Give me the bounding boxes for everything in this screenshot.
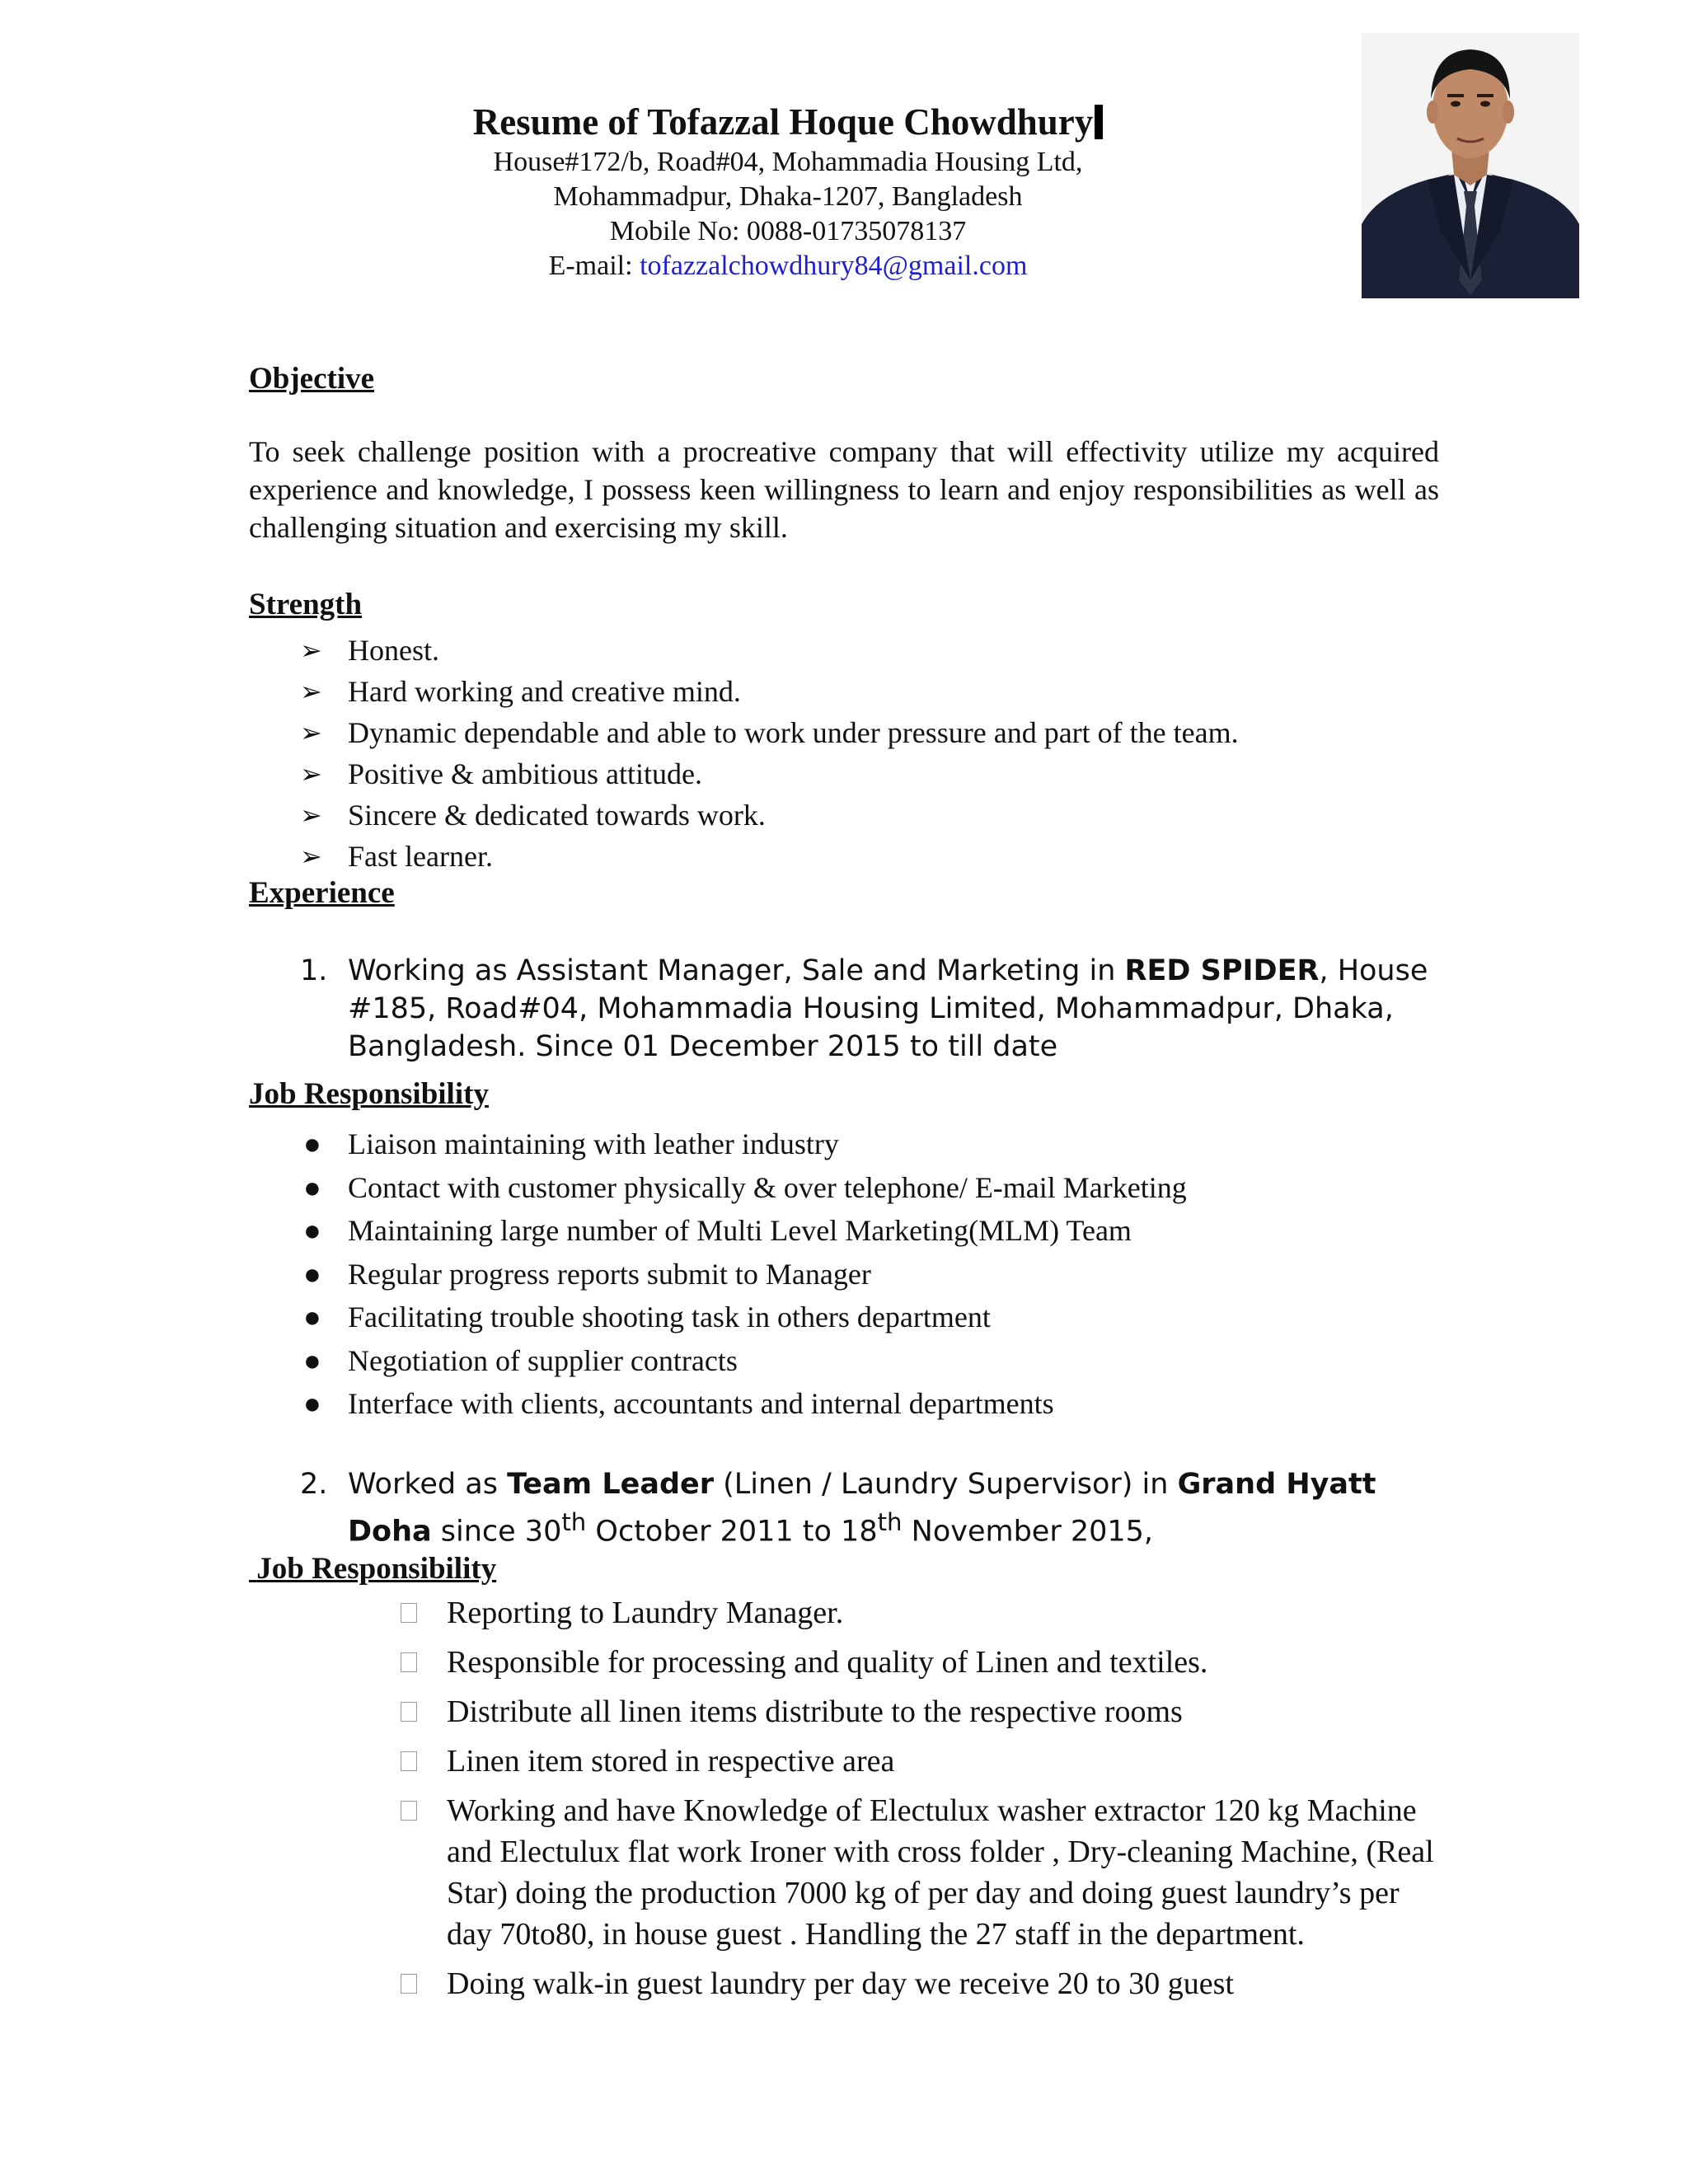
resume-header: [376, 99, 1200, 284]
bullet-dot-icon: ●: [303, 1343, 321, 1377]
bullet-dot-icon: ●: [303, 1127, 321, 1160]
address-line-2: Mohammadpur, Dhaka-1207, Bangladesh: [553, 181, 1023, 212]
list-item: ➢ Hard working and creative mind.: [300, 671, 1454, 712]
company-name: RED SPIDER: [1124, 954, 1320, 987]
empty-box-icon: [401, 1751, 417, 1771]
list-item: Doing walk-in guest laundry per day we receive 20 to 30 guest: [401, 1963, 1439, 2004]
list-item: ➢ Fast learner.: [300, 836, 1454, 877]
experience-description: Worked as Team Leader (Linen / Laundry Supervisor) in Grand Hyatt Doha since 30th October 2011 to 18th November 2015,: [348, 1468, 1376, 1549]
address-line-1: House#172/b, Road#04, Mohammadia Housing Ltd,: [493, 147, 1083, 177]
empty-box-icon: [401, 1702, 417, 1722]
job-responsibility-heading-2: Job Responsibility: [256, 1552, 497, 1586]
job1-responsibility-list: [300, 1122, 1454, 1426]
bullet-dot-icon: ●: [303, 1387, 321, 1420]
arrow-bullet-icon: ➢: [300, 799, 322, 831]
experience-heading: Experience: [249, 876, 395, 910]
list-item: ● Maintaining large number of Multi Level Marketing(MLM) Team: [300, 1209, 1454, 1253]
list-item: Distribute all linen items distribute to the respective rooms: [401, 1691, 1439, 1732]
bullet-dot-icon: ●: [303, 1257, 321, 1291]
company-city: Doha: [348, 1515, 432, 1549]
bullet-dot-icon: ●: [303, 1214, 321, 1247]
job-role: Team Leader: [507, 1468, 715, 1501]
bullet-dot-icon: ●: [303, 1301, 321, 1333]
strength-heading: Strength: [249, 588, 363, 621]
list-item: ● Facilitating trouble shooting task in others department: [300, 1296, 1454, 1339]
arrow-bullet-icon: ➢: [300, 841, 322, 872]
strength-list: [300, 630, 1454, 877]
email-link[interactable]: tofazzalchowdhury84@gmail.com: [640, 251, 1028, 281]
list-item: ● Interface with clients, accountants and internal departments: [300, 1382, 1454, 1426]
arrow-bullet-icon: ➢: [300, 717, 322, 748]
mobile-number: Mobile No: 0088-01735078137: [609, 216, 967, 246]
experience-description: Working as Assistant Manager, Sale and Marketing in RED SPIDER, House #185, Road#04, Mohammadia Housing Limited, Mohammadpur, Dhaka, Bangladesh. Since 01 December 2015 to till date: [348, 954, 1428, 1063]
empty-box-icon: [401, 1974, 417, 1994]
company-name: Grand Hyatt: [1177, 1468, 1376, 1501]
arrow-bullet-icon: ➢: [300, 635, 322, 666]
list-item: ● Regular progress reports submit to Manager: [300, 1253, 1454, 1296]
objective-text: To seek challenge position with a procreative company that will effectivity utilize my acquired experience and knowledge, I possess keen willingness to learn and enjoy responsibilities as well as challenging situation and exercising my skill.: [249, 435, 1439, 544]
job-responsibility-heading-1: Job Responsibility: [249, 1077, 489, 1111]
empty-box-icon: [401, 1652, 417, 1672]
list-item: ● Negotiation of supplier contracts: [300, 1339, 1454, 1383]
list-item: ● Contact with customer physically & over telephone/ E-mail Marketing: [300, 1166, 1454, 1210]
experience-item-1: [300, 952, 1454, 1066]
list-item: Working and have Knowledge of Electulux washer extractor 120 kg Machine and Electulux flat work Ironer with cross folder , Dry-cleaning Machine, (Real Star) doing the production 7000 kg of per day and doing guest laundry’s per day 70to80, in house guest . Handling the 27 staff in the department.: [401, 1790, 1439, 1955]
list-item: ➢ Honest.: [300, 630, 1454, 671]
experience-number: 2.: [300, 1468, 328, 1501]
list-item: ➢ Dynamic dependable and able to work under pressure and part of the team.: [300, 712, 1454, 753]
arrow-bullet-icon: ➢: [300, 676, 322, 707]
job2-responsibility-list: [401, 1592, 1439, 2013]
list-item: Reporting to Laundry Manager.: [401, 1592, 1439, 1633]
list-item: ➢ Sincere & dedicated towards work.: [300, 794, 1454, 836]
objective-heading: Objective: [249, 362, 375, 396]
email-line: [376, 249, 1200, 284]
resume-title-text: Resume of Tofazzal Hoque Chowdhury: [472, 101, 1094, 143]
experience-number: 1.: [300, 954, 328, 987]
profile-photo: [1362, 33, 1579, 298]
arrow-bullet-icon: ➢: [300, 758, 322, 790]
list-item: Linen item stored in respective area: [401, 1741, 1439, 1782]
experience-item-2: [300, 1465, 1454, 1551]
empty-box-icon: [401, 1603, 417, 1623]
empty-box-icon: [401, 1801, 417, 1821]
list-item: Responsible for processing and quality of Linen and textiles.: [401, 1642, 1439, 1683]
email-label: E-mail:: [548, 251, 640, 281]
list-item: ● Liaison maintaining with leather industry: [300, 1122, 1454, 1166]
text-cursor: [1095, 105, 1103, 139]
list-item: ➢ Positive & ambitious attitude.: [300, 753, 1454, 794]
bullet-dot-icon: ●: [303, 1170, 321, 1204]
resume-title: [376, 99, 1200, 145]
